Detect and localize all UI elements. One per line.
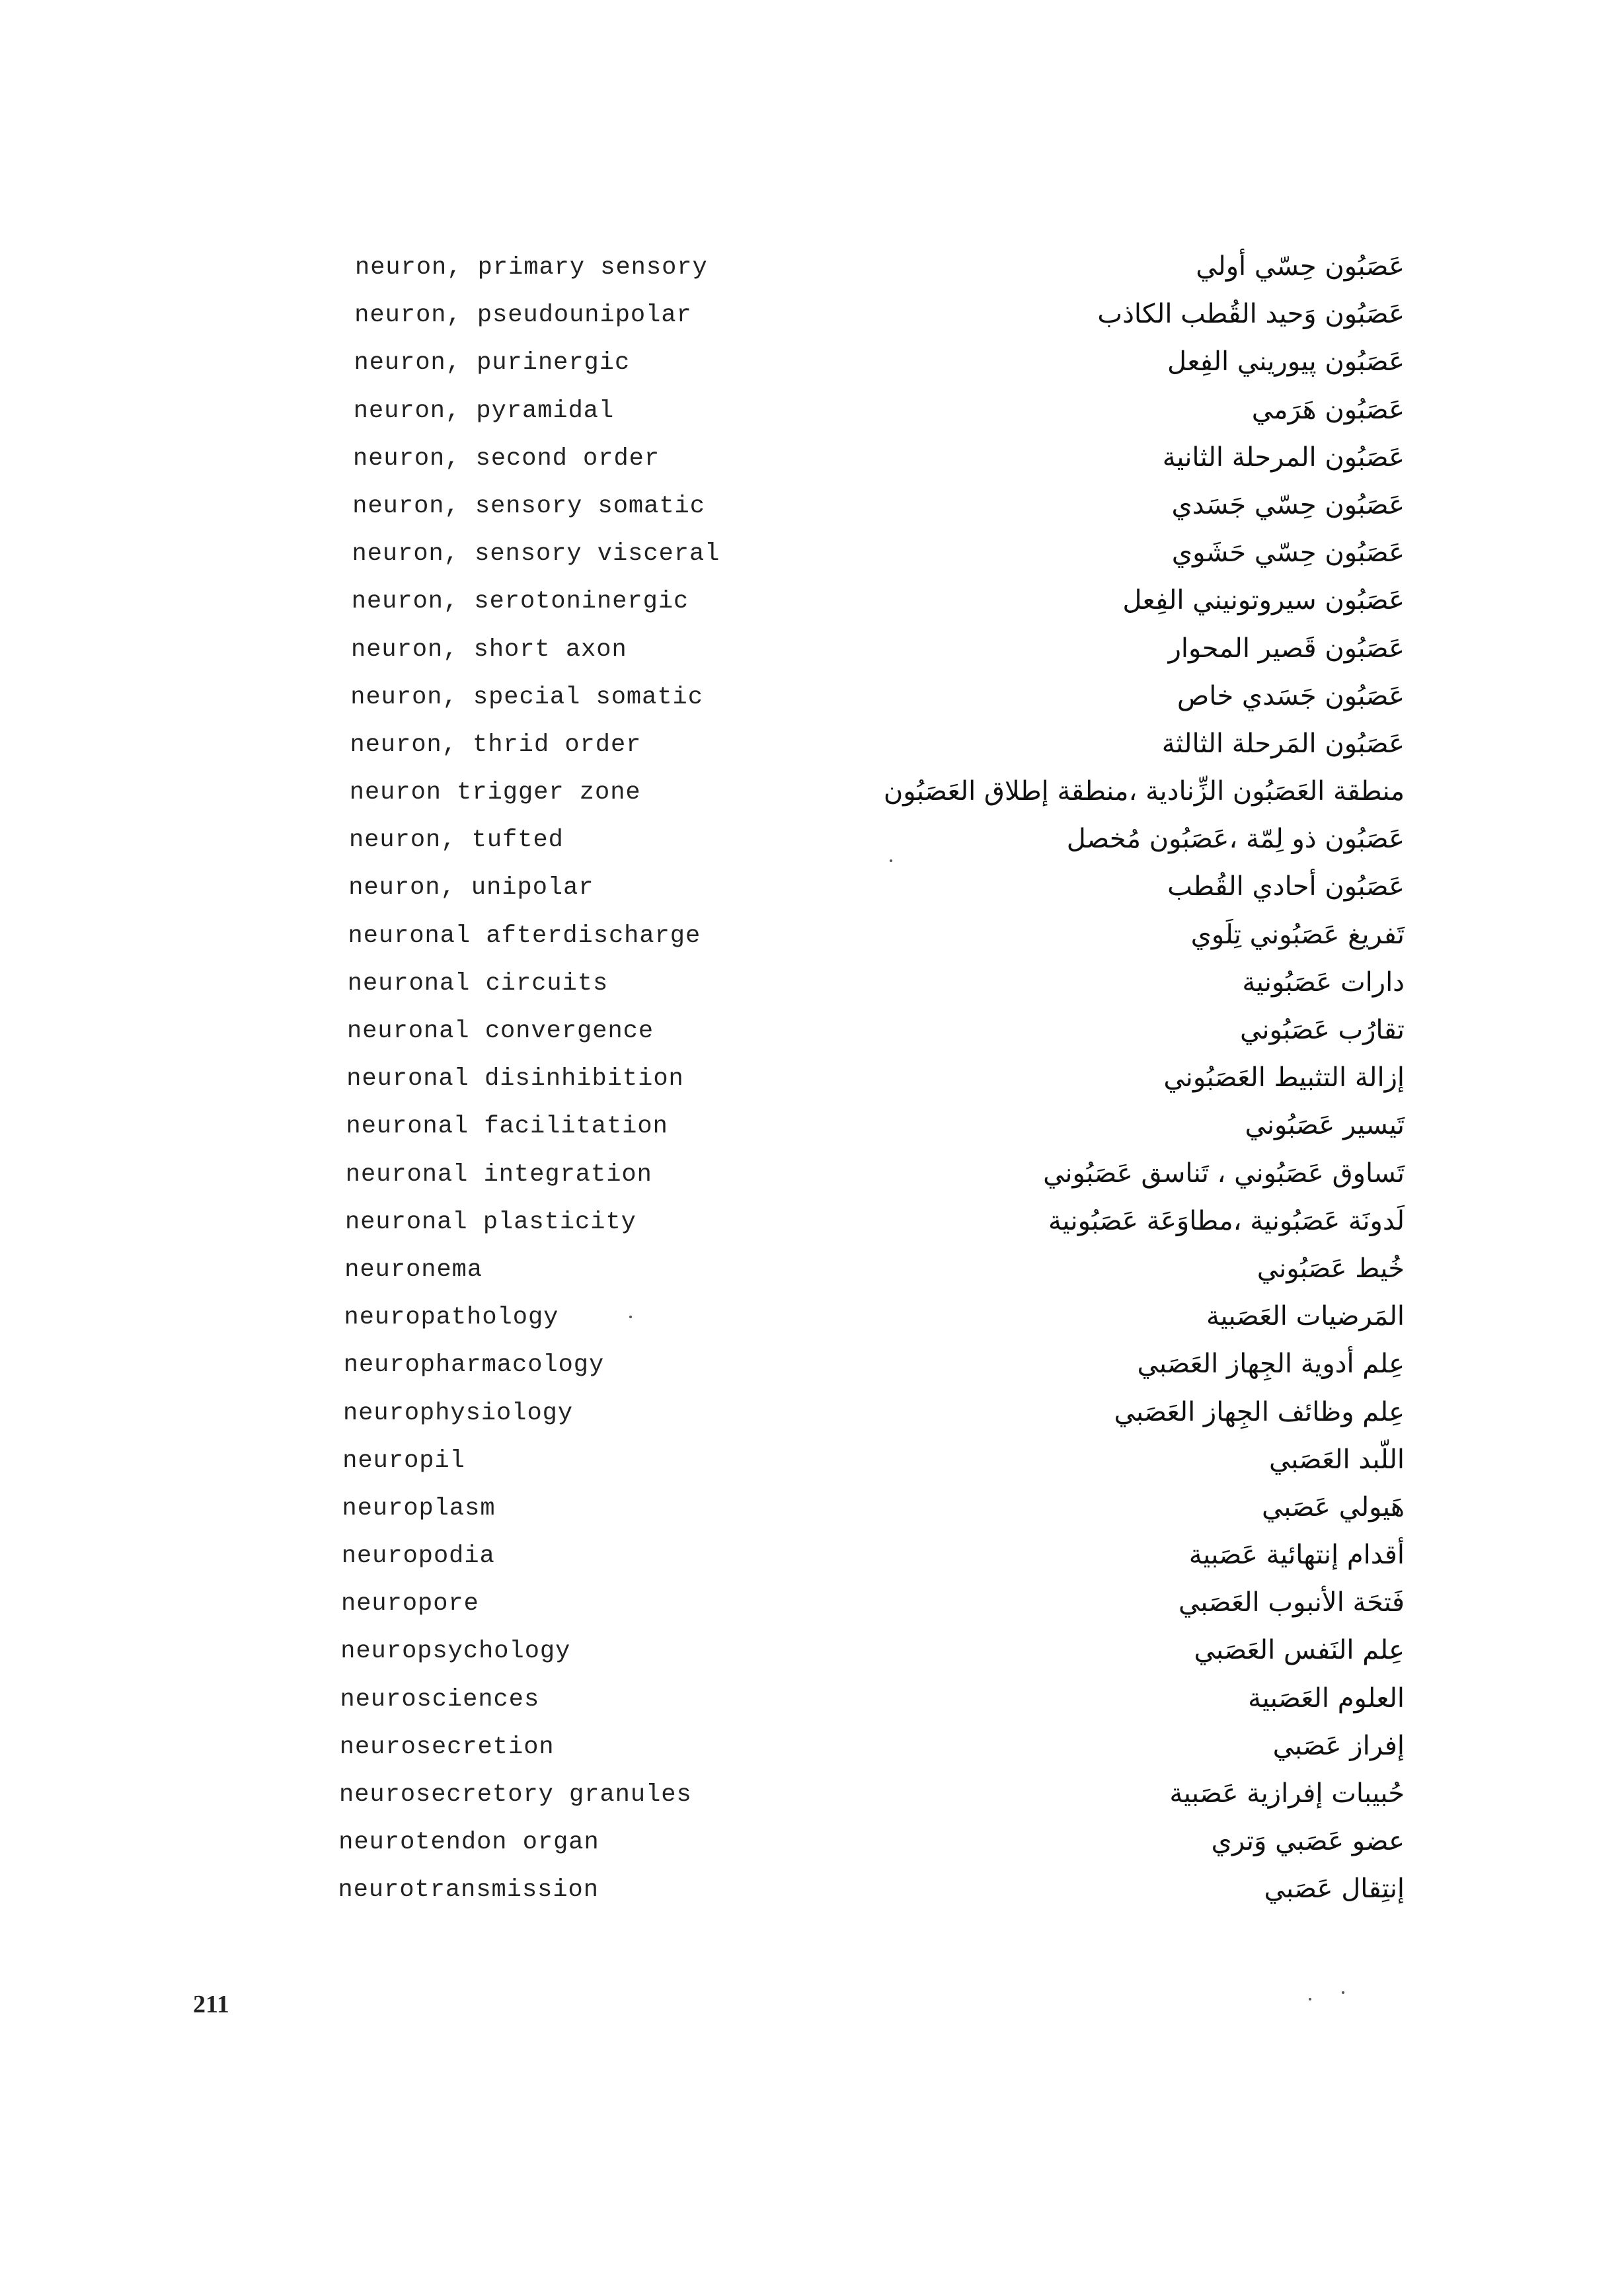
arabic-term: إفراز عَصَبي [1272, 1730, 1405, 1761]
english-term: neurosecretory granules [339, 1781, 692, 1809]
arabic-term: حُبيبات إفرازية عَصَبية [1169, 1778, 1405, 1809]
english-term: neuronal convergence [347, 1017, 654, 1045]
glossary-row [334, 775, 1405, 822]
glossary-row [334, 1205, 1405, 1252]
page-number: 211 [193, 1991, 229, 2018]
glossary-row [334, 1872, 1405, 1920]
english-term: neurotendon organ [338, 1829, 599, 1857]
glossary-row [334, 966, 1405, 1013]
english-term: neuron, pyramidal [353, 397, 615, 425]
english-term: neuron, second order [353, 444, 660, 473]
arabic-term: هَيولي عَصَبي [1261, 1491, 1405, 1523]
english-term: neuron, thrid order [350, 731, 642, 759]
arabic-term: عَصَبُون پيوريني الفِعل [1167, 346, 1405, 377]
glossary-row [334, 1443, 1405, 1491]
glossary-row [334, 297, 1405, 345]
english-term: neuropharmacology [343, 1351, 605, 1380]
english-term: neuropsychology [340, 1638, 571, 1666]
glossary-row [334, 1729, 1405, 1777]
arabic-term: عَصَبُون ذو لِمّة ،عَصَبُون مُخصل [1066, 824, 1405, 855]
arabic-term: إزالة التثبيط العَصَبُوني [1163, 1062, 1405, 1093]
scan-speck [629, 1316, 632, 1318]
glossary-row [334, 1300, 1405, 1347]
english-term: neuron, sensory somatic [352, 492, 705, 520]
english-term: neuronal afterdischarge [348, 922, 701, 950]
glossary-row [334, 345, 1405, 393]
arabic-term: تَساوق عَصَبُوني ، تَناسق عَصَبُوني [1043, 1158, 1405, 1189]
arabic-term: دارات عَصَبُونية [1242, 967, 1405, 998]
glossary-row [334, 1634, 1405, 1681]
glossary-row [334, 489, 1405, 536]
english-term: neuron trigger zone [349, 779, 641, 807]
arabic-term: فَتحَة الأنبوب العَصَبي [1178, 1587, 1405, 1618]
glossary-row [334, 1013, 1405, 1061]
glossary-row [334, 1682, 1405, 1729]
english-term: neuronal facilitation [346, 1113, 668, 1141]
english-term: neuron, short axon [351, 635, 627, 664]
arabic-term: عَصَبُون أحادي القُطب [1167, 871, 1405, 902]
glossary-row [334, 632, 1405, 680]
glossary-row [334, 1777, 1405, 1825]
arabic-term: تَيسير عَصَبُوني [1245, 1110, 1405, 1141]
glossary-row [334, 1061, 1405, 1109]
glossary-row [334, 393, 1405, 441]
arabic-term: عَصَبُون حِسّي جَسَدي [1171, 489, 1405, 520]
glossary-row [334, 1586, 1405, 1634]
arabic-term: عِلم أدوية الجِهاز العَصَبي [1137, 1349, 1405, 1380]
english-term: neuronal plasticity [345, 1208, 637, 1236]
arabic-term: تقارُب عَصَبُوني [1239, 1015, 1405, 1045]
english-term: neuronal circuits [347, 969, 609, 998]
glossary-row [334, 1109, 1405, 1156]
glossary-row [334, 584, 1405, 631]
glossary-row [334, 536, 1405, 584]
english-term: neuropore [341, 1590, 479, 1618]
glossary-row [334, 1347, 1405, 1395]
english-term: neuron, unipolar [348, 874, 594, 902]
arabic-term: عَصَبُون وَحيد القُطب الكاذب [1097, 299, 1405, 330]
arabic-term: اللّبد العَصَبي [1268, 1444, 1405, 1475]
arabic-term: خُيط عَصَبُوني [1257, 1253, 1405, 1284]
arabic-term: عَصَبُون حِسّي حَشَوي [1171, 537, 1405, 569]
arabic-term: عَصَبُون حِسّي أولي [1196, 251, 1405, 282]
english-term: neurosecretion [339, 1733, 555, 1761]
english-term: neuronema [344, 1255, 483, 1284]
english-term: neurosciences [340, 1685, 540, 1714]
english-term: neuroplasm [342, 1494, 496, 1523]
scan-speck [1309, 1998, 1311, 2000]
arabic-term: أقدام إنتهائية عَصَبية [1188, 1540, 1405, 1571]
english-term: neuron, special somatic [350, 683, 703, 711]
english-term: neuropodia [341, 1542, 495, 1571]
english-term: neuronal disinhibition [346, 1065, 684, 1093]
arabic-term: عَصَبُون قَصير المحوار [1168, 633, 1405, 664]
glossary-row [334, 1396, 1405, 1443]
arabic-term: عَصَبُون سيروتونيني الفِعل [1122, 585, 1405, 616]
arabic-term: عَصَبُون المَرحلة الثالثة [1161, 728, 1405, 759]
glossary-row [334, 727, 1405, 775]
arabic-term: العلوم العَصَبية [1248, 1682, 1405, 1714]
arabic-term: المَرضيات العَصَبية [1206, 1301, 1405, 1332]
glossary-row [334, 870, 1405, 918]
arabic-term: عضو عَصَبي وَتري [1211, 1826, 1405, 1857]
arabic-term: منطقة العَصَبُون الزِّنادية ،منطقة إطلاق العَصَبُون [883, 776, 1405, 807]
arabic-term: عِلم وظائف الجِهاز العَصَبي [1114, 1396, 1405, 1427]
arabic-term: عَصَبُون هَرَمي [1251, 394, 1405, 425]
glossary-row [334, 1157, 1405, 1205]
english-term: neurophysiology [343, 1399, 574, 1427]
arabic-term: عِلم النَفس العَصَبي [1194, 1635, 1405, 1666]
arabic-term: عَصَبُون المرحلة الثانية [1162, 442, 1405, 473]
glossary-entries [334, 250, 1405, 1920]
english-term: neuropathology [344, 1304, 559, 1332]
glossary-row [334, 250, 1405, 297]
glossary-row [334, 1491, 1405, 1538]
scan-speck [1342, 1991, 1344, 1994]
english-term: neuropil [342, 1446, 465, 1475]
english-term: neuronal integration [345, 1160, 652, 1189]
english-term: neurotransmission [338, 1876, 599, 1905]
english-term: neuron, tufted [349, 826, 564, 855]
glossary-row [334, 441, 1405, 489]
arabic-term: لَدونَة عَصَبُونية ،مطاوَعَة عَصَبُونية [1048, 1205, 1405, 1236]
glossary-row [334, 1252, 1405, 1300]
scan-speck [890, 859, 892, 862]
arabic-term: إنتِقال عَصَبي [1264, 1874, 1405, 1905]
glossary-row [334, 918, 1405, 966]
english-term: neuron, sensory visceral [352, 540, 720, 569]
english-term: neuron, pseudounipolar [354, 301, 692, 330]
glossary-row [334, 1538, 1405, 1586]
arabic-term: تَفريغ عَصَبُوني تِلَوي [1190, 919, 1405, 950]
english-term: neuron, serotoninergic [351, 588, 689, 616]
arabic-term: عَصَبُون جَسَدي خاص [1177, 680, 1405, 711]
glossary-row [334, 822, 1405, 870]
english-term: neuron, purinergic [354, 349, 631, 377]
glossary-row [334, 1825, 1405, 1872]
glossary-row [334, 680, 1405, 727]
english-term: neuron, primary sensory [355, 254, 708, 282]
